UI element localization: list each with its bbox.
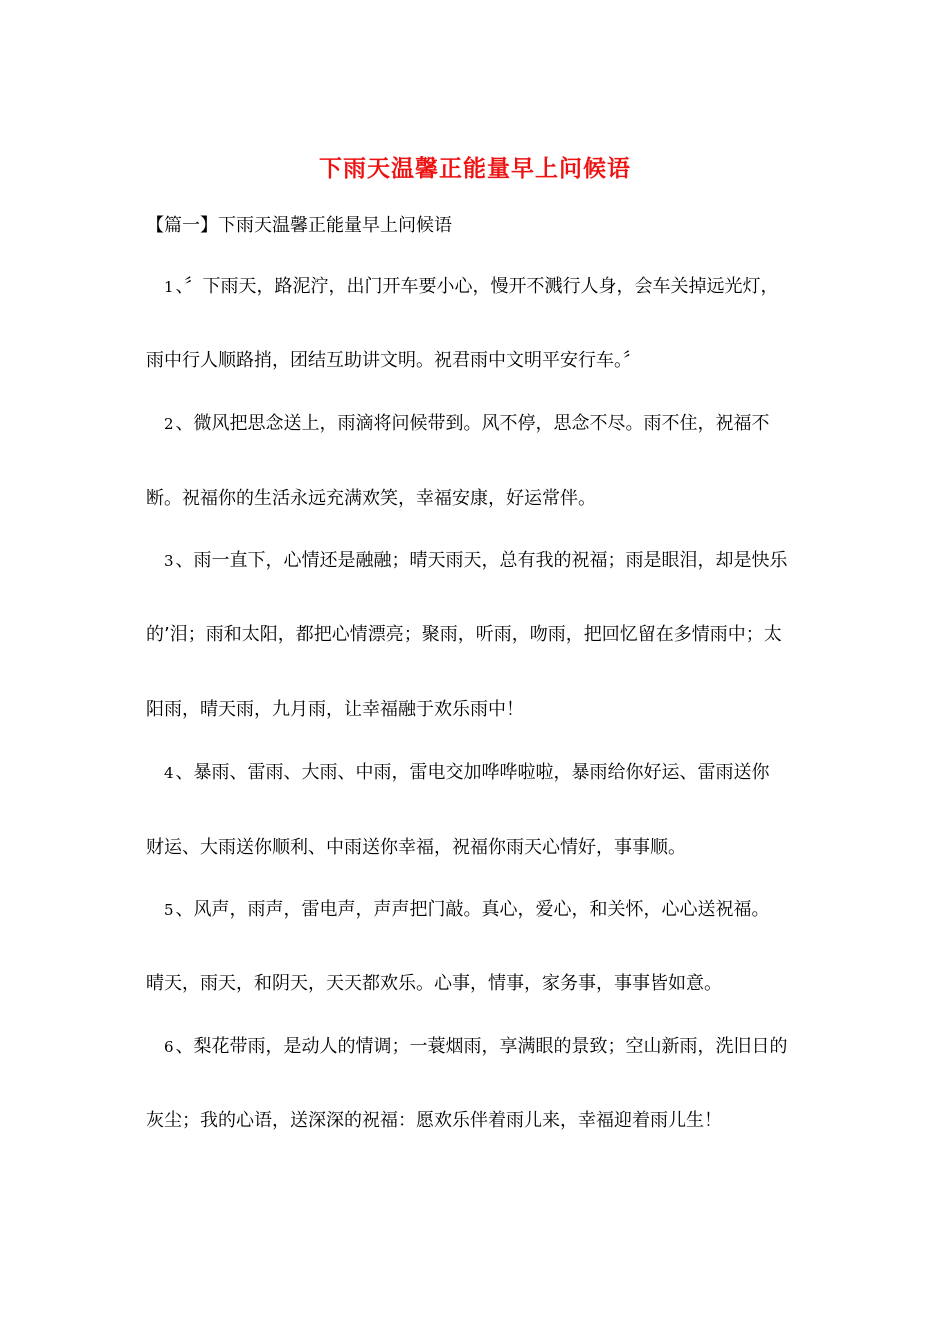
item-5-number: 5 <box>164 901 174 919</box>
item-3-line-3: 阳雨，晴天雨，九月雨，让幸福融于欢乐雨中！ <box>146 699 524 720</box>
item-6-line-2: 灰尘；我的心语，送深深的祝福：愿欢乐伴着雨儿来，幸福迎着雨儿生！ <box>146 1110 722 1131</box>
item-3-line-1: 3 、雨一直下，心情还是融融；晴天雨天，总有我的祝福；雨是眼泪，却是快乐 <box>164 550 788 571</box>
item-4-number: 4 <box>164 764 174 782</box>
item-2-line-1: 2 、微风把思念送上，雨滴将问候带到。风不停，思念不尽。雨不住，祝福不 <box>164 413 770 434</box>
document-title: 下雨天温馨正能量早上问候语 <box>319 156 631 182</box>
item-1-line-1: 1 、〞下雨天，路泥泞，出门开车要小心，慢开不溅行人身，会车关掉远光灯， <box>164 276 779 297</box>
item-2-number: 2 <box>164 415 174 433</box>
item-2-line-2: 断。祝福你的生活永远充满欢笑，幸福安康，好运常伴。 <box>146 488 596 509</box>
item-1-number: 1 <box>164 278 174 296</box>
item-1-line-2: 雨中行人顺路捎，团结互助讲文明。祝君雨中文明平安行车。〞 <box>146 350 641 371</box>
item-6-number: 6 <box>164 1038 174 1056</box>
item-4-line-2: 财运、大雨送你顺利、中雨送你幸福，祝福你雨天心情好，事事顺。 <box>146 837 686 858</box>
item-6-line-1: 6 、梨花带雨，是动人的情调；一蓑烟雨，享满眼的景致；空山新雨，洗旧日的 <box>164 1036 788 1057</box>
section-heading: 【篇一】下雨天温馨正能量早上问候语 <box>146 215 452 236</box>
item-3-line-2: 的’泪；雨和太阳，都把心情漂亮；聚雨，听雨，吻雨，把回忆留在多情雨中；太 <box>146 624 782 645</box>
item-3-number: 3 <box>164 552 174 570</box>
item-4-line-1: 4 、暴雨、雷雨、大雨、中雨，雷电交加哗哗啦啦，暴雨给你好运、雷雨送你 <box>164 762 770 783</box>
item-5-line-2: 晴天，雨天，和阴天，天天都欢乐。心事，情事，家务事，事事皆如意。 <box>146 973 722 994</box>
item-5-line-1: 5 、风声，雨声，雷电声，声声把门敲。真心，爱心，和关怀，心心送祝福。 <box>164 899 770 920</box>
